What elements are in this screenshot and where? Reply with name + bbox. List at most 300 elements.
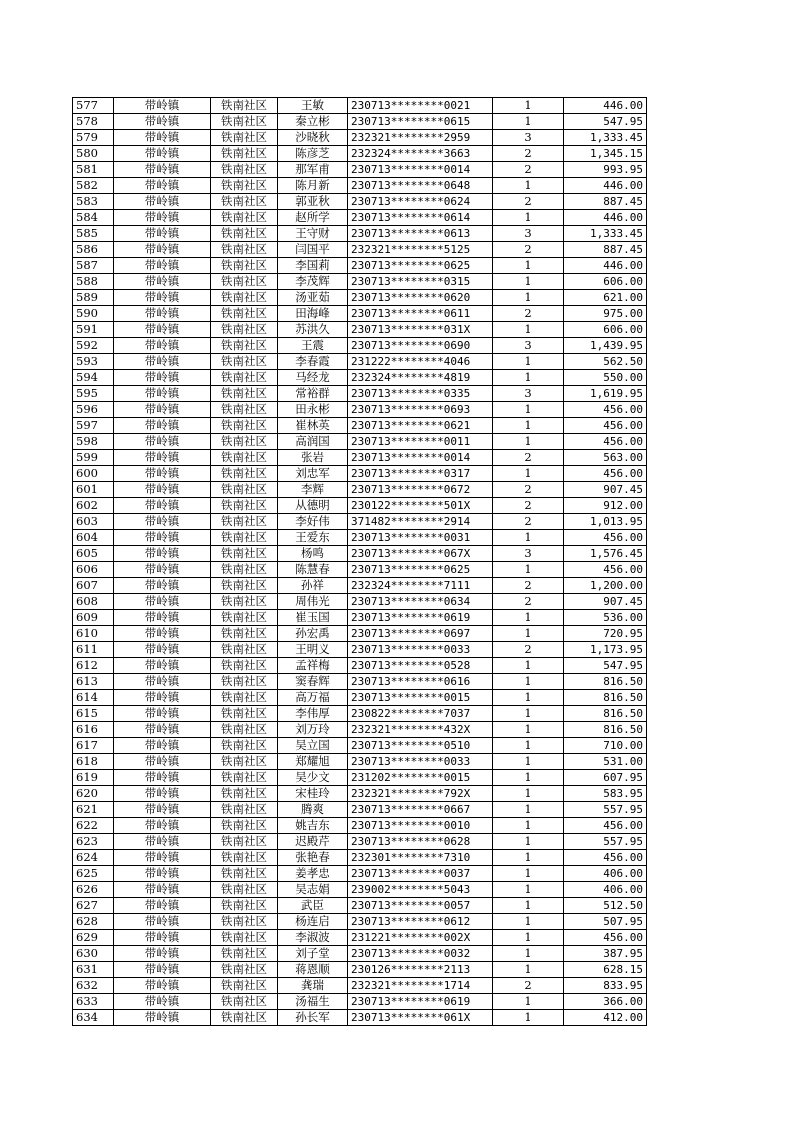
id-number-cell: 230713********0315 [348,274,493,290]
household-count-cell: 1 [493,354,564,370]
id-number-cell: 231202********0015 [348,770,493,786]
name-cell: 田海峰 [278,306,348,322]
name-cell: 从德明 [278,498,348,514]
community-cell: 铁南社区 [211,994,278,1010]
household-count-cell: 3 [493,226,564,242]
town-cell: 带岭镇 [114,418,211,434]
row-number: 606 [73,562,114,578]
row-number: 604 [73,530,114,546]
id-number-cell: 230713********0011 [348,434,493,450]
amount-cell: 1,333.45 [564,130,647,146]
name-cell: 李伟厚 [278,706,348,722]
name-cell: 常裕群 [278,386,348,402]
row-number: 617 [73,738,114,754]
table-row [73,434,647,450]
table-row [73,210,647,226]
household-count-cell: 3 [493,130,564,146]
amount-cell: 456.00 [564,850,647,866]
name-cell: 刘万玲 [278,722,348,738]
table-row [73,946,647,962]
community-cell: 铁南社区 [211,418,278,434]
amount-cell: 975.00 [564,306,647,322]
town-cell: 带岭镇 [114,610,211,626]
household-count-cell: 2 [493,482,564,498]
name-cell: 龚瑞 [278,978,348,994]
community-cell: 铁南社区 [211,354,278,370]
household-count-cell: 1 [493,946,564,962]
community-cell: 铁南社区 [211,210,278,226]
household-count-cell: 2 [493,514,564,530]
allowance-table [72,97,647,1026]
amount-cell: 557.95 [564,802,647,818]
table-row [73,962,647,978]
row-number: 598 [73,434,114,450]
town-cell: 带岭镇 [114,690,211,706]
name-cell: 王明义 [278,642,348,658]
row-number: 616 [73,722,114,738]
town-cell: 带岭镇 [114,866,211,882]
amount-cell: 907.45 [564,482,647,498]
town-cell: 带岭镇 [114,962,211,978]
community-cell: 铁南社区 [211,162,278,178]
id-number-cell: 230713********0667 [348,802,493,818]
amount-cell: 887.45 [564,194,647,210]
amount-cell: 1,333.45 [564,226,647,242]
community-cell: 铁南社区 [211,770,278,786]
amount-cell: 531.00 [564,754,647,770]
row-number: 593 [73,354,114,370]
table-row [73,978,647,994]
name-cell: 刘忠军 [278,466,348,482]
town-cell: 带岭镇 [114,626,211,642]
table-row [73,626,647,642]
id-number-cell: 232321********5125 [348,242,493,258]
household-count-cell: 1 [493,722,564,738]
id-number-cell: 230713********0033 [348,754,493,770]
name-cell: 宋桂玲 [278,786,348,802]
amount-cell: 607.95 [564,770,647,786]
table-body [73,98,647,1026]
amount-cell: 816.50 [564,674,647,690]
name-cell: 李好伟 [278,514,348,530]
id-number-cell: 230713********0037 [348,866,493,882]
amount-cell: 406.00 [564,866,647,882]
amount-cell: 507.95 [564,914,647,930]
amount-cell: 387.95 [564,946,647,962]
row-number: 578 [73,114,114,130]
town-cell: 带岭镇 [114,914,211,930]
name-cell: 蒋恩顺 [278,962,348,978]
table-row [73,274,647,290]
row-number: 634 [73,1010,114,1026]
amount-cell: 550.00 [564,370,647,386]
household-count-cell: 1 [493,818,564,834]
id-number-cell: 232321********2959 [348,130,493,146]
community-cell: 铁南社区 [211,514,278,530]
id-number-cell: 230713********0619 [348,610,493,626]
name-cell: 孙宏禹 [278,626,348,642]
amount-cell: 456.00 [564,530,647,546]
id-number-cell: 230713********0014 [348,450,493,466]
id-number-cell: 230713********0620 [348,290,493,306]
row-number: 599 [73,450,114,466]
table-row [73,242,647,258]
id-number-cell: 230713********0697 [348,626,493,642]
row-number: 590 [73,306,114,322]
row-number: 614 [73,690,114,706]
household-count-cell: 2 [493,162,564,178]
id-number-cell: 230713********0510 [348,738,493,754]
amount-cell: 816.50 [564,706,647,722]
household-count-cell: 1 [493,210,564,226]
row-number: 630 [73,946,114,962]
town-cell: 带岭镇 [114,130,211,146]
household-count-cell: 3 [493,546,564,562]
id-number-cell: 230713********067X [348,546,493,562]
household-count-cell: 1 [493,418,564,434]
household-count-cell: 3 [493,386,564,402]
table-row [73,258,647,274]
town-cell: 带岭镇 [114,162,211,178]
row-number: 608 [73,594,114,610]
name-cell: 王震 [278,338,348,354]
id-number-cell: 230713********0010 [348,818,493,834]
household-count-cell: 1 [493,658,564,674]
community-cell: 铁南社区 [211,178,278,194]
town-cell: 带岭镇 [114,946,211,962]
row-number: 627 [73,898,114,914]
community-cell: 铁南社区 [211,1010,278,1026]
amount-cell: 456.00 [564,402,647,418]
id-number-cell: 230713********0648 [348,178,493,194]
name-cell: 张岩 [278,450,348,466]
household-count-cell: 2 [493,578,564,594]
community-cell: 铁南社区 [211,626,278,642]
id-number-cell: 230822********7037 [348,706,493,722]
row-number: 596 [73,402,114,418]
id-number-cell: 230713********0624 [348,194,493,210]
community-cell: 铁南社区 [211,738,278,754]
household-count-cell: 1 [493,290,564,306]
amount-cell: 456.00 [564,818,647,834]
table-row [73,754,647,770]
town-cell: 带岭镇 [114,722,211,738]
row-number: 582 [73,178,114,194]
town-cell: 带岭镇 [114,434,211,450]
household-count-cell: 1 [493,930,564,946]
name-cell: 张艳春 [278,850,348,866]
town-cell: 带岭镇 [114,674,211,690]
amount-cell: 547.95 [564,114,647,130]
household-count-cell: 2 [493,642,564,658]
name-cell: 郭亚秋 [278,194,348,210]
community-cell: 铁南社区 [211,370,278,386]
table-row [73,146,647,162]
name-cell: 吴志娟 [278,882,348,898]
community-cell: 铁南社区 [211,242,278,258]
table-row [73,546,647,562]
row-number: 612 [73,658,114,674]
name-cell: 腾爽 [278,802,348,818]
town-cell: 带岭镇 [114,466,211,482]
id-number-cell: 232321********1714 [348,978,493,994]
community-cell: 铁南社区 [211,898,278,914]
name-cell: 刘子堂 [278,946,348,962]
table-row [73,690,647,706]
table-row [73,642,647,658]
row-number: 581 [73,162,114,178]
town-cell: 带岭镇 [114,178,211,194]
community-cell: 铁南社区 [211,946,278,962]
household-count-cell: 1 [493,706,564,722]
town-cell: 带岭镇 [114,226,211,242]
amount-cell: 1,173.95 [564,642,647,658]
table-row [73,530,647,546]
table-row [73,322,647,338]
community-cell: 铁南社区 [211,258,278,274]
id-number-cell: 231221********002X [348,930,493,946]
amount-cell: 606.00 [564,274,647,290]
town-cell: 带岭镇 [114,114,211,130]
row-number: 631 [73,962,114,978]
name-cell: 那军甫 [278,162,348,178]
id-number-cell: 230713********0625 [348,258,493,274]
community-cell: 铁南社区 [211,306,278,322]
table-row [73,98,647,114]
id-number-cell: 230713********0693 [348,402,493,418]
town-cell: 带岭镇 [114,850,211,866]
row-number: 579 [73,130,114,146]
household-count-cell: 1 [493,530,564,546]
town-cell: 带岭镇 [114,146,211,162]
id-number-cell: 232301********7310 [348,850,493,866]
id-number-cell: 230713********0611 [348,306,493,322]
amount-cell: 720.95 [564,626,647,642]
household-count-cell: 1 [493,114,564,130]
row-number: 629 [73,930,114,946]
row-number: 592 [73,338,114,354]
amount-cell: 907.45 [564,594,647,610]
id-number-cell: 230713********0615 [348,114,493,130]
row-number: 620 [73,786,114,802]
table-row [73,130,647,146]
name-cell: 赵所学 [278,210,348,226]
id-number-cell: 230713********0616 [348,674,493,690]
table-row [73,290,647,306]
town-cell: 带岭镇 [114,98,211,114]
name-cell: 郑耀旭 [278,754,348,770]
town-cell: 带岭镇 [114,338,211,354]
row-number: 618 [73,754,114,770]
id-number-cell: 230713********061X [348,1010,493,1026]
table-row [73,354,647,370]
name-cell: 孙长军 [278,1010,348,1026]
community-cell: 铁南社区 [211,194,278,210]
id-number-cell: 239002********5043 [348,882,493,898]
household-count-cell: 1 [493,866,564,882]
name-cell: 田永彬 [278,402,348,418]
table-row [73,114,647,130]
community-cell: 铁南社区 [211,114,278,130]
community-cell: 铁南社区 [211,882,278,898]
row-number: 613 [73,674,114,690]
town-cell: 带岭镇 [114,658,211,674]
town-cell: 带岭镇 [114,994,211,1010]
table-row [73,306,647,322]
household-count-cell: 1 [493,98,564,114]
town-cell: 带岭镇 [114,402,211,418]
community-cell: 铁南社区 [211,610,278,626]
household-count-cell: 1 [493,770,564,786]
id-number-cell: 232324********4819 [348,370,493,386]
community-cell: 铁南社区 [211,450,278,466]
town-cell: 带岭镇 [114,514,211,530]
household-count-cell: 1 [493,738,564,754]
community-cell: 铁南社区 [211,98,278,114]
town-cell: 带岭镇 [114,802,211,818]
id-number-cell: 230713********0031 [348,530,493,546]
town-cell: 带岭镇 [114,530,211,546]
amount-cell: 456.00 [564,466,647,482]
row-number: 607 [73,578,114,594]
community-cell: 铁南社区 [211,962,278,978]
id-number-cell: 230713********0672 [348,482,493,498]
amount-cell: 621.00 [564,290,647,306]
town-cell: 带岭镇 [114,818,211,834]
town-cell: 带岭镇 [114,210,211,226]
table-row [73,722,647,738]
table-row [73,850,647,866]
household-count-cell: 1 [493,914,564,930]
table-row [73,994,647,1010]
town-cell: 带岭镇 [114,274,211,290]
table-row [73,402,647,418]
household-count-cell: 2 [493,498,564,514]
id-number-cell: 230713********0619 [348,994,493,1010]
town-cell: 带岭镇 [114,386,211,402]
household-count-cell: 1 [493,834,564,850]
id-number-cell: 230713********0335 [348,386,493,402]
id-number-cell: 230713********0033 [348,642,493,658]
table-row [73,498,647,514]
row-number: 626 [73,882,114,898]
community-cell: 铁南社区 [211,674,278,690]
amount-cell: 446.00 [564,258,647,274]
name-cell: 王敏 [278,98,348,114]
household-count-cell: 1 [493,562,564,578]
amount-cell: 1,200.00 [564,578,647,594]
household-count-cell: 2 [493,242,564,258]
community-cell: 铁南社区 [211,658,278,674]
name-cell: 杨连启 [278,914,348,930]
community-cell: 铁南社区 [211,802,278,818]
row-number: 624 [73,850,114,866]
community-cell: 铁南社区 [211,498,278,514]
id-number-cell: 230713********0032 [348,946,493,962]
table-row [73,386,647,402]
amount-cell: 993.95 [564,162,647,178]
amount-cell: 887.45 [564,242,647,258]
name-cell: 李国莉 [278,258,348,274]
community-cell: 铁南社区 [211,402,278,418]
amount-cell: 833.95 [564,978,647,994]
household-count-cell: 1 [493,610,564,626]
name-cell: 周伟光 [278,594,348,610]
row-number: 597 [73,418,114,434]
town-cell: 带岭镇 [114,978,211,994]
community-cell: 铁南社区 [211,226,278,242]
table-row [73,466,647,482]
row-number: 584 [73,210,114,226]
amount-cell: 912.00 [564,498,647,514]
amount-cell: 710.00 [564,738,647,754]
name-cell: 马经龙 [278,370,348,386]
id-number-cell: 232321********792X [348,786,493,802]
town-cell: 带岭镇 [114,498,211,514]
community-cell: 铁南社区 [211,706,278,722]
household-count-cell: 1 [493,466,564,482]
name-cell: 李春霞 [278,354,348,370]
row-number: 588 [73,274,114,290]
id-number-cell: 230713********0057 [348,898,493,914]
community-cell: 铁南社区 [211,130,278,146]
amount-cell: 816.50 [564,722,647,738]
row-number: 583 [73,194,114,210]
table-row [73,578,647,594]
community-cell: 铁南社区 [211,578,278,594]
community-cell: 铁南社区 [211,274,278,290]
town-cell: 带岭镇 [114,450,211,466]
row-number: 609 [73,610,114,626]
community-cell: 铁南社区 [211,338,278,354]
amount-cell: 583.95 [564,786,647,802]
amount-cell: 547.95 [564,658,647,674]
name-cell: 高润国 [278,434,348,450]
name-cell: 闫国平 [278,242,348,258]
amount-cell: 1,439.95 [564,338,647,354]
community-cell: 铁南社区 [211,466,278,482]
household-count-cell: 1 [493,850,564,866]
row-number: 586 [73,242,114,258]
amount-cell: 1,345.15 [564,146,647,162]
household-count-cell: 2 [493,194,564,210]
table-row [73,818,647,834]
household-count-cell: 1 [493,322,564,338]
table-row [73,450,647,466]
community-cell: 铁南社区 [211,786,278,802]
name-cell: 汤福生 [278,994,348,1010]
community-cell: 铁南社区 [211,530,278,546]
row-number: 594 [73,370,114,386]
id-number-cell: 230713********0015 [348,690,493,706]
town-cell: 带岭镇 [114,834,211,850]
table-row [73,418,647,434]
table-row [73,802,647,818]
table-row [73,866,647,882]
table-row [73,226,647,242]
id-number-cell: 230713********0690 [348,338,493,354]
town-cell: 带岭镇 [114,642,211,658]
household-count-cell: 3 [493,338,564,354]
table-row [73,594,647,610]
table-row [73,930,647,946]
table-row [73,1010,647,1026]
household-count-cell: 1 [493,786,564,802]
name-cell: 陈彦芝 [278,146,348,162]
amount-cell: 406.00 [564,882,647,898]
town-cell: 带岭镇 [114,882,211,898]
row-number: 621 [73,802,114,818]
